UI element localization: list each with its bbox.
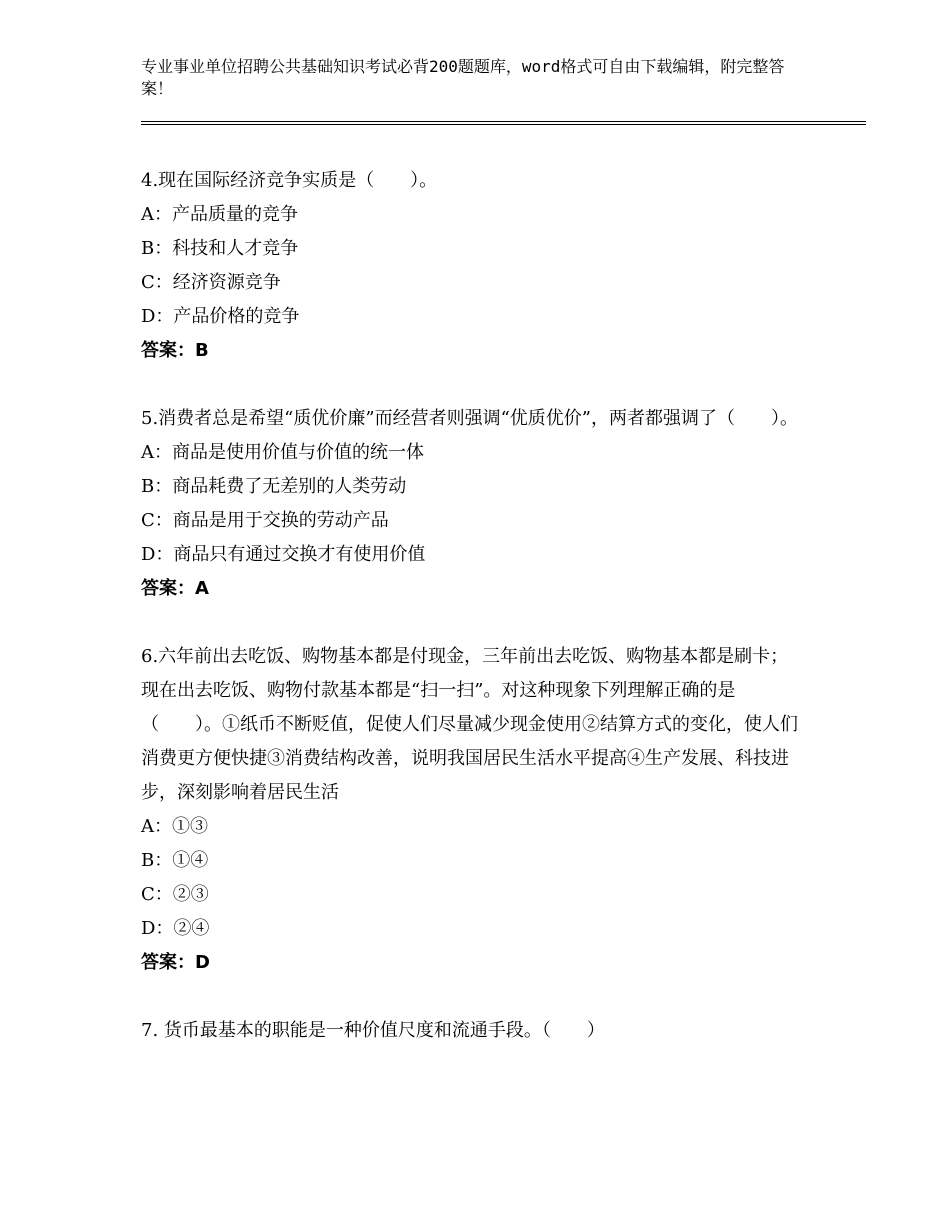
question-7 bbox=[141, 1014, 801, 1048]
question-6 bbox=[141, 640, 801, 980]
answer-label: 答案：D bbox=[141, 952, 210, 973]
option-a: A：商品是使用价值与价值的统一体 bbox=[141, 442, 424, 463]
option-c: C：经济资源竞争 bbox=[141, 272, 281, 293]
document-header: 专业事业单位招聘公共基础知识考试必背200题题库，word格式可自由下载编辑，附完整答案！ bbox=[141, 57, 785, 98]
question-5 bbox=[141, 402, 801, 606]
option-c: C：②③ bbox=[141, 884, 209, 905]
answer-label: 答案：B bbox=[141, 340, 209, 361]
option-d: D：产品价格的竞争 bbox=[141, 306, 300, 327]
option-d: D：商品只有通过交换才有使用价值 bbox=[141, 544, 426, 565]
option-a: A：①③ bbox=[141, 816, 208, 837]
question-4 bbox=[141, 164, 801, 368]
option-b: B：①④ bbox=[141, 850, 209, 871]
question-stem: 6.六年前出去吃饭、购物基本都是付现金，三年前出去吃饭、购物基本都是刷卡；现在出去吃饭、购物付款基本都是“扫一扫”。对这种现象下列理解正确的是（ ）。①纸币不断贬值，促使人们尽量减少现金使用②结算方式的变化，使人们消费更方便快捷③消费结构改善，说明我国居民生活水平提高④生产发展、科技进步，深刻影响着居民生活 bbox=[141, 646, 798, 803]
question-stem: 4.现在国际经济竞争实质是（ ）。 bbox=[141, 170, 438, 191]
header-divider-top bbox=[141, 121, 866, 122]
question-stem: 7. 货币最基本的职能是一种价值尺度和流通手段。（ ） bbox=[141, 1020, 605, 1041]
option-a: A：产品质量的竞争 bbox=[141, 204, 298, 225]
option-b: B：商品耗费了无差别的人类劳动 bbox=[141, 476, 407, 497]
question-list bbox=[141, 164, 801, 1082]
option-c: C：商品是用于交换的劳动产品 bbox=[141, 510, 389, 531]
option-d: D：②④ bbox=[141, 918, 210, 939]
option-b: B：科技和人才竞争 bbox=[141, 238, 299, 259]
question-stem: 5.消费者总是希望“质优价廉”而经营者则强调“优质优价”，两者都强调了（ ）。 bbox=[141, 408, 798, 429]
header-divider-bottom bbox=[141, 124, 866, 125]
answer-label: 答案：A bbox=[141, 578, 209, 599]
